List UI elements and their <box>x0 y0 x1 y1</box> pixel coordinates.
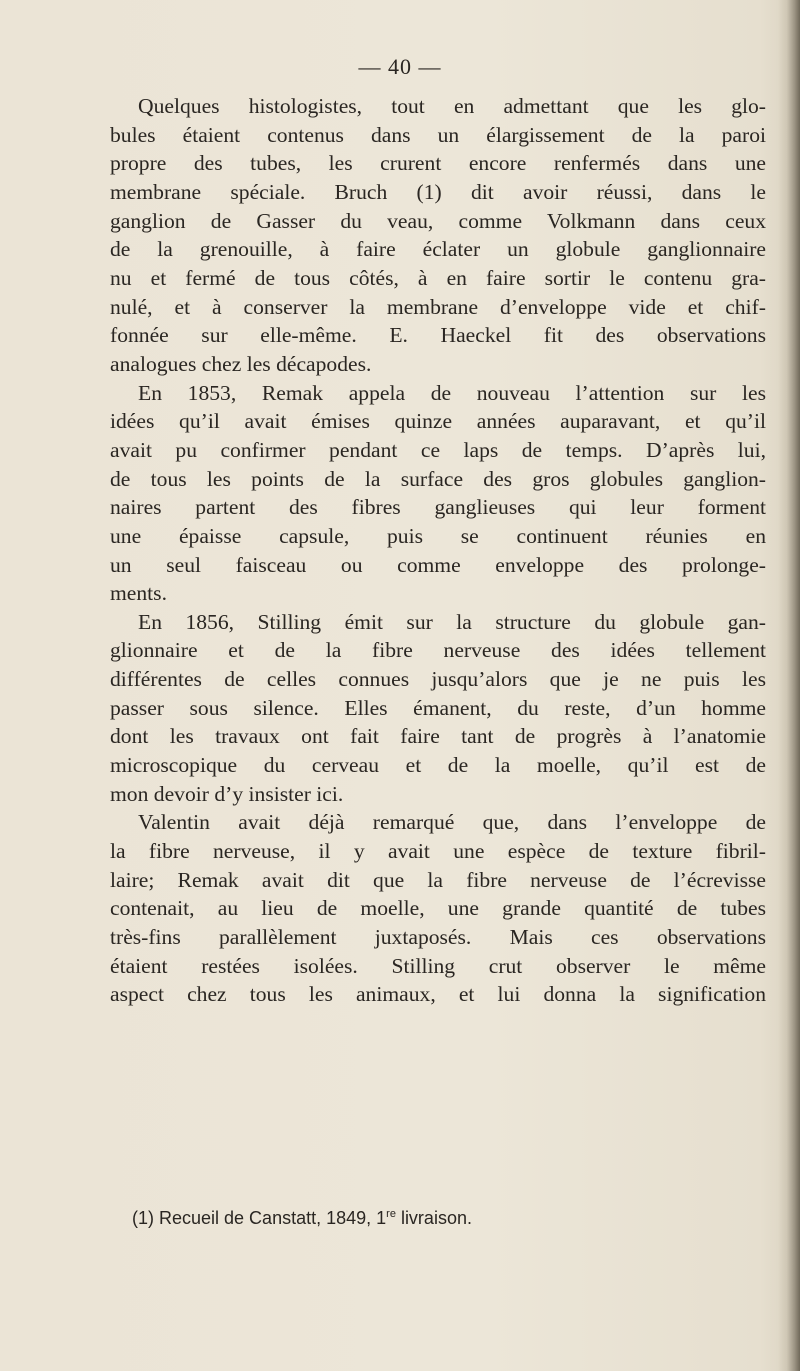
text-line: laire; Remak avait dit que la fibre nerveuse de l’écrevisse <box>110 867 766 892</box>
text-line: passer sous silence. Elles émanent, du reste, d’un homme <box>110 695 766 720</box>
text-line: Quelques histologistes, tout en admettant que les glo- <box>138 94 766 118</box>
text-line: de tous les points de la surface des gros globules ganglion- <box>110 466 766 491</box>
text-line: dont les travaux ont fait faire tant de progrès à l’anatomie <box>110 724 766 749</box>
text-line: très-fins parallèlement juxtaposés. Mais ces observations <box>110 925 766 950</box>
text-line: aspect chez tous les animaux, et lui donna la signification <box>110 982 766 1007</box>
page-edge-shadow <box>778 0 800 1371</box>
text-line: membrane spéciale. Bruch (1) dit avoir réussi, dans le <box>110 179 766 204</box>
text-line: idées qu’il avait émises quinze années auparavant, et qu’il <box>110 409 766 434</box>
body-text <box>110 92 766 1009</box>
text-line: mon devoir d’y insister ici. <box>110 781 344 806</box>
text-line: En 1856, Stilling émit sur la structure du globule gan- <box>138 609 766 634</box>
text-line: bules étaient contenus dans un élargissement de la paroi <box>110 122 766 147</box>
text-line: contenait, au lieu de moelle, une grande quantité de tubes <box>110 896 766 921</box>
text-line: nu et fermé de tous côtés, à en faire sortir le contenu gra- <box>110 265 766 290</box>
text-line: avait pu confirmer pendant ce laps de temps. D’après lui, <box>110 437 766 462</box>
page-number: — 40 — <box>358 54 442 79</box>
text-line: naires partent des fibres ganglieuses qui leur forment <box>110 495 766 520</box>
text-line: propre des tubes, les crurent encore renfermés dans une <box>110 151 766 176</box>
text-line: la fibre nerveuse, il y avait une espèce de texture fibril- <box>110 839 766 864</box>
text-line: analogues chez les décapodes. <box>110 351 372 376</box>
text-line: ments. <box>110 581 167 606</box>
text-line: En 1853, Remak appela de nouveau l’attention sur les <box>138 380 766 405</box>
footnote-text: (1) Recueil de Canstatt, 1849, 1 <box>132 1208 387 1228</box>
text-line: fonnée sur elle-même. E. Haeckel fit des observations <box>110 323 766 348</box>
footnote-superscript: re <box>386 1208 396 1220</box>
text-line: étaient restées isolées. Stilling crut observer le même <box>110 953 766 978</box>
footnote-text-end: livraison. <box>395 1208 472 1228</box>
text-line: différentes de celles connues jusqu’alors que je ne puis les <box>110 667 766 692</box>
text-line: Valentin avait déjà remarqué que, dans l’enveloppe de <box>138 810 766 835</box>
text-line: microscopique du cerveau et de la moelle, qu’il est de <box>110 753 766 778</box>
text-line: glionnaire et de la fibre nerveuse des idées tellement <box>110 638 766 663</box>
text-line: une épaisse capsule, puis se continuent réunies en <box>110 523 766 548</box>
text-line: de la grenouille, à faire éclater un globule ganglionnaire <box>110 237 766 262</box>
text-line: ganglion de Gasser du veau, comme Volkmann dans ceux <box>110 208 766 233</box>
footnote <box>132 1208 472 1229</box>
text-line: nulé, et à conserver la membrane d’enveloppe vide et chif- <box>110 294 766 319</box>
text-line: un seul faisceau ou comme enveloppe des prolonge- <box>110 552 766 577</box>
